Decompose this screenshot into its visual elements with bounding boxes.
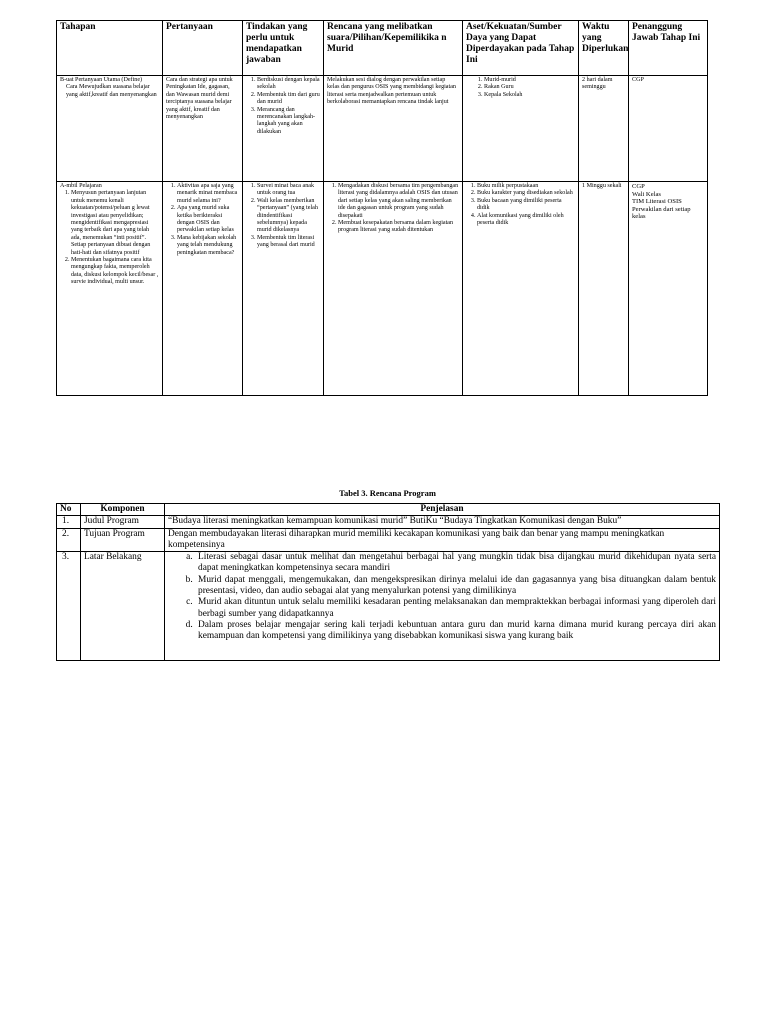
table-row	[57, 528, 720, 552]
rencana-cell: Melakukan sesi dialog dengan perwakilan setiap kelas dan pengurus OSIS yang membidangi kegiatan literasi serta menjadwalkan pertemuan untuk berkolaborasi memantapkan rencana tindak lanjut	[324, 76, 463, 182]
rencana-list	[327, 183, 459, 235]
list-item: 1. Berdiskusi dengan kepala sekolah	[257, 77, 320, 92]
row-number: 3.	[57, 552, 81, 661]
list-item: 3. Membentuk tim literasi yang berasal dari murid	[257, 235, 320, 250]
list-item: 2. Membuat kesepakatan bersama dalam kegiatan program literasi yang sudah ditentukan	[338, 220, 459, 235]
list-item: a. Literasi sebagai dasar untuk melihat dan mengetahui berbagai hal yang mungkin tidak bisa dijangkau murid dikehidupan nyata serta dapat meningkatkan kompetensinya secara mandiri	[195, 552, 716, 575]
aset-cell	[463, 182, 579, 396]
tindakan-list	[246, 77, 320, 136]
list-item: 1. Mengadakan diskusi bersama tim pengembangan literasi yang didalamnya adalah OSIS dan utusan dari setiap kelas yang akan saling memberikan ide dan gagasan untuk program yang sudah disepakati	[338, 183, 459, 220]
tahapan-text: Cara Mewujudkan suasana belajar yang aktif,kreatif dan menyenangkan	[66, 84, 157, 98]
row-number: 1.	[57, 516, 81, 528]
list-item: 1. Aktivitas apa saja yang menarik minat membaca murid selama ini?	[177, 183, 239, 205]
table-header-row	[57, 21, 708, 76]
list-item: 2. Menentukan bagaimana cara kita mengungkap fakta, memperoleh data, diskusi kelompok kecil/besar , survie individual, multi unsur.	[71, 257, 159, 287]
header-penjelasan: Penjelasan	[165, 504, 720, 516]
header-aset: Aset/Kekuatan/Sumber Daya yang Dapat Diperdayakan pada Tahap Ini	[463, 21, 579, 76]
latar-belakang-list	[168, 552, 716, 642]
pertanyaan-list	[166, 183, 239, 257]
header-tahapan: Tahapan	[57, 21, 163, 76]
header-penanggung-jawab: Penanggung Jawab Tahap Ini	[629, 21, 708, 76]
list-item: 4. Alat komunikasi yang dimiliki oleh peserta didik	[477, 213, 575, 228]
table-header-row	[57, 504, 720, 516]
aset-list	[466, 183, 575, 227]
list-item: 3. Merancang dan merencanakan langkah-langkah yang akan dilakukan	[257, 107, 320, 137]
tindakan-list	[246, 183, 320, 250]
tindakan-cell	[243, 76, 324, 182]
table-row	[57, 182, 708, 396]
tahapan-cell	[57, 76, 163, 182]
list-item: 1. Murid-murid	[484, 77, 575, 84]
table-row	[57, 516, 720, 528]
list-item: 1. Buku milik perpustakaan	[477, 183, 575, 190]
list-item: b. Murid dapat menggali, mengemukakan, dan mengekspresikan dirinya melalui ide dan gagasannya yang bisa dituangkan dalam bentuk presentasi, video, dan audio sebagai alat yang menyalurkan potensi yang dimilikinya	[195, 575, 716, 598]
header-waktu: Waktu yang Diperlukan	[579, 21, 629, 76]
list-item: 2. Rakan Guru	[484, 84, 575, 91]
waktu-cell: 2 hari dalam seminggu	[579, 76, 629, 182]
header-tindakan: Tindakan yang perlu untuk mendapatkan jawaban	[243, 21, 324, 76]
table-row	[57, 552, 720, 661]
tahapan-title: A-mbil Pelajaran	[60, 183, 102, 189]
tindakan-cell	[243, 182, 324, 396]
penjelasan-cell: Dengan membudayakan literasi diharapkan murid memiliki kecakapan komunikasi yang baik dan benar yang mampu meningkatkan kompetensinya	[165, 528, 720, 552]
tahapan-title: B-uat Pertanyaan Utama (Define)	[60, 77, 143, 83]
penanggung-jawab-cell: CGP	[629, 76, 708, 182]
aset-list	[473, 77, 575, 99]
tahapan-cell	[57, 182, 163, 396]
list-item: 3. Kepala Sekolah	[484, 92, 575, 99]
pertanyaan-cell	[163, 182, 243, 396]
list-item: 3. Buku bacaan yang dimiliki peserta didik	[477, 198, 575, 213]
header-no: No	[57, 504, 81, 516]
list-item: 2. Wali kelas memberikan “pertanyaan” (yang telah diindentifikasi sebelumnya) kepada murid dikelasnya	[257, 198, 320, 235]
komponen-cell: Judul Program	[81, 516, 165, 528]
list-item: 3. Mana kebijakan sekolah yang telah mendukung peningkatan membaca?	[177, 235, 239, 257]
pertanyaan-cell: Cara dan strategi apa untuk Peningkatan Ide, gagasan, dan Wawasan murid demi terciptanya suasana belajar yang aktif, kreatif dan menyenangkan	[163, 76, 243, 182]
list-item: 2. Buku karakter yang disediakan sekolah	[477, 190, 575, 197]
list-item: 1. Menyusun pertanyaan lanjutan untuk menemu kenali kekuatan/potensi/peluan g lewat investigasi atau penyelidikan; mengidentifikasi mengapresiasi yang terbaik dari apa yang telah ada, menemukan “inti positif”. Setiap pertanyaan dibuat dengan hati-hati dan sifatnya positif	[71, 190, 159, 257]
penjelasan-cell: “Budaya literasi meningkatkan kemampuan komunikasi murid” ButiKu “Budaya Tingkatkan Komunikasi dengan Buku”	[165, 516, 720, 528]
list-item: c. Murid akan dituntun untuk selalu memiliki kesadaran penting melaksanakan dan mempraktekkan berbagai informasi yang diperoleh dari berbagi sumber yang didapatkannya	[195, 597, 716, 620]
program-plan-table	[56, 503, 720, 661]
list-item: 2. Membentuk tim dari guru dan murid	[257, 92, 320, 107]
table-row	[57, 76, 708, 182]
aset-cell	[463, 76, 579, 182]
penjelasan-cell	[165, 552, 720, 661]
stage-plan-table	[56, 20, 708, 396]
row-number: 2.	[57, 528, 81, 552]
list-item: 2. Apa yang murid suka ketika berikteraksi dengan OSIS dan perwakilan setiap kelas	[177, 205, 239, 235]
header-pertanyaan: Pertanyaan	[163, 21, 243, 76]
list-item: 1. Survei minat baca anak untuk orang tua	[257, 183, 320, 198]
list-item: d. Dalam proses belajar mengajar sering kali terjadi kebuntuan antara guru dan murid karna dimana murid kurang percaya diri akan kemampuan dan kompetensi yang dimilikinya yang disebabkan komunikasi siswa yang kurang baik	[195, 620, 716, 643]
tahapan-list	[60, 190, 159, 286]
komponen-cell: Latar Belakang	[81, 552, 165, 661]
komponen-cell: Tujuan Program	[81, 528, 165, 552]
header-rencana: Rencana yang melibatkan suara/Pilihan/Kepemilikika n Murid	[324, 21, 463, 76]
penanggung-jawab-cell: CGP Wali Kelas TIM Literasi OSIS Perwakilan dari setiap kelas	[629, 182, 708, 396]
rencana-cell	[324, 182, 463, 396]
waktu-cell: 1 Minggu sekali	[579, 182, 629, 396]
table-caption: Tabel 3. Rencana Program	[339, 488, 436, 498]
header-komponen: Komponen	[81, 504, 165, 516]
